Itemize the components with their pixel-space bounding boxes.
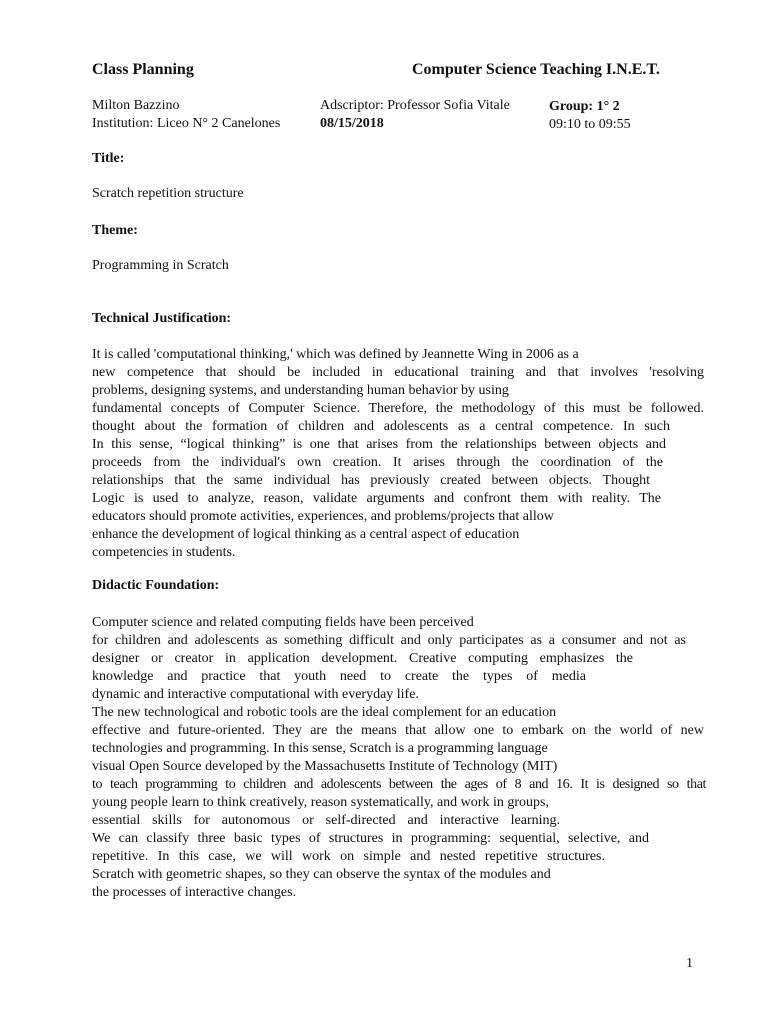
paragraph-line: to teach programming to children and adolescents between the ages of 8 and 16. It is designed so that bbox=[92, 777, 706, 792]
paragraph-line: designer or creator in application development. Creative computing emphasizes the bbox=[92, 651, 633, 666]
paragraph-line: dynamic and interactive computational with everyday life. bbox=[92, 687, 419, 702]
paragraph-line: essential skills for autonomous or self-directed and interactive learning. bbox=[92, 813, 560, 828]
title-value: Scratch repetition structure bbox=[92, 186, 244, 201]
group-label: Group: 1° 2 bbox=[549, 99, 620, 114]
adscriptor-name: Adscriptor: Professor Sofia Vitale bbox=[320, 98, 510, 113]
class-date: 08/15/2018 bbox=[320, 116, 384, 131]
paragraph-line: Logic is used to analyze, reason, validate arguments and confront them with reality. The bbox=[92, 491, 661, 506]
class-time: 09:10 to 09:55 bbox=[549, 117, 631, 132]
paragraph-line: new competence that should be included in educational training and that involves 'resolving bbox=[92, 365, 704, 380]
paragraph-line: visual Open Source developed by the Massachusetts Institute of Technology (MIT) bbox=[92, 759, 558, 774]
paragraph-line: young people learn to think creatively, reason systematically, and work in groups, bbox=[92, 795, 549, 810]
paragraph-line: thought about the formation of children and adolescents as a central competence. In such bbox=[92, 419, 670, 434]
paragraph-line: We can classify three basic types of structures in programming: sequential, selective, and bbox=[92, 831, 649, 846]
didactic-foundation-heading: Didactic Foundation: bbox=[92, 578, 220, 593]
paragraph-line: effective and future-oriented. They are the means that allow one to embark on the world of new bbox=[92, 723, 704, 738]
teacher-name: Milton Bazzino bbox=[92, 98, 180, 113]
paragraph-line: It is called 'computational thinking,' which was defined by Jeannette Wing in 2006 as a bbox=[92, 347, 579, 362]
paragraph-line: relationships that the same individual has previously created between objects. Thought bbox=[92, 473, 650, 488]
technical-justification-heading: Technical Justification: bbox=[92, 311, 232, 326]
title-heading: Title: bbox=[92, 151, 125, 166]
header-right-title: Computer Science Teaching I.N.E.T. bbox=[412, 61, 660, 78]
theme-heading: Theme: bbox=[92, 223, 138, 238]
paragraph-line: educators should promote activities, experiences, and problems/projects that allow bbox=[92, 509, 554, 524]
paragraph-line: proceeds from the individual's own creation. It arises through the coordination of the bbox=[92, 455, 663, 470]
paragraph-line: problems, designing systems, and understanding human behavior by using bbox=[92, 383, 509, 398]
paragraph-line: repetitive. In this case, we will work on simple and nested repetitive structures. bbox=[92, 849, 605, 864]
technical-justification-paragraph bbox=[92, 346, 704, 562]
paragraph-line: knowledge and practice that youth need to create the types of media bbox=[92, 669, 586, 684]
paragraph-line: fundamental concepts of Computer Science. Therefore, the methodology of this must be followed. bbox=[92, 401, 704, 416]
paragraph-line: The new technological and robotic tools are the ideal complement for an education bbox=[92, 705, 557, 720]
paragraph-line: enhance the development of logical thinking as a central aspect of education bbox=[92, 527, 520, 542]
paragraph-line: for children and adolescents as something difficult and only participates as a consumer and not as bbox=[92, 633, 686, 648]
theme-value: Programming in Scratch bbox=[92, 258, 229, 273]
paragraph-line: Scratch with geometric shapes, so they can observe the syntax of the modules and bbox=[92, 867, 551, 882]
paragraph-line: In this sense, “logical thinking” is one that arises from the relationships between objects and bbox=[92, 437, 666, 452]
didactic-foundation-paragraph bbox=[92, 614, 704, 902]
header-left-title: Class Planning bbox=[92, 61, 194, 78]
institution-name: Institution: Liceo N° 2 Canelones bbox=[92, 116, 281, 131]
paragraph-line: competencies in students. bbox=[92, 545, 236, 560]
page-number: 1 bbox=[686, 956, 693, 971]
paragraph-line: Computer science and related computing fields have been perceived bbox=[92, 615, 474, 630]
paragraph-line: the processes of interactive changes. bbox=[92, 885, 297, 900]
paragraph-line: technologies and programming. In this sense, Scratch is a programming language bbox=[92, 741, 548, 756]
